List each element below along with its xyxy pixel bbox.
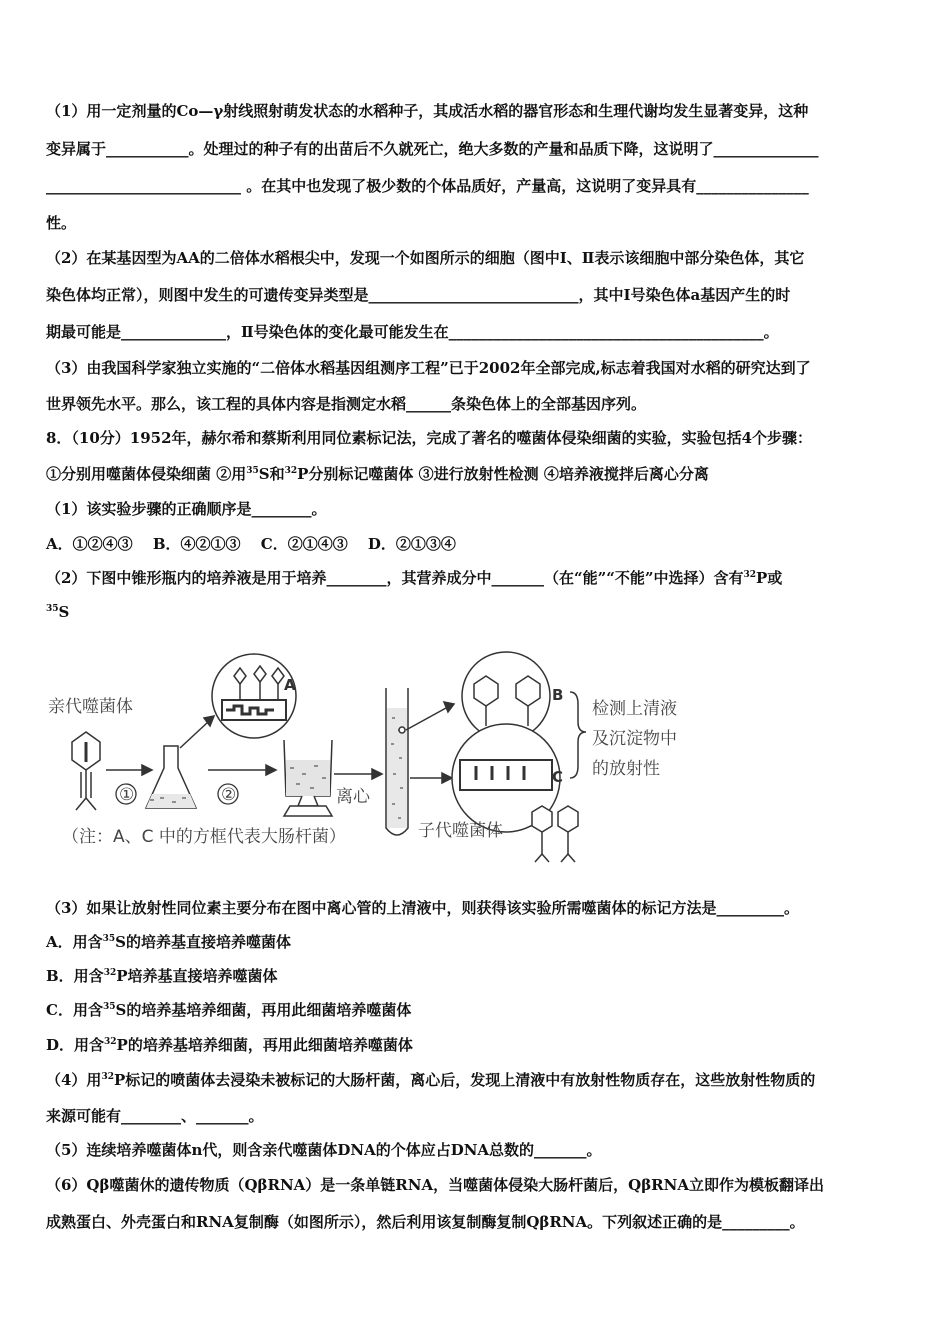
arrow-to-b (406, 702, 454, 730)
q8-sub1-options: A．①②④③ B．④②①③ C．②①④③ D．②①③④ (46, 535, 456, 553)
q7-p3-line2: 世界领先水平。那么，该工程的具体内容是指测定水稻______条染色体上的全部基因序列。 (46, 395, 647, 413)
svg-text:②: ② (221, 785, 237, 805)
label-b: B (552, 686, 564, 704)
isotope-35: 35 (246, 466, 259, 476)
q8-sub4-line2: 来源可能有________、_______。 (46, 1107, 264, 1125)
parent-phage-label: 亲代噬菌体 (48, 697, 133, 717)
q8-sub2 (46, 568, 906, 588)
centrifuge-label: 离心 (336, 787, 370, 807)
q7-p1-line1: （1）用一定剂量的Co—γ射线照射萌发状态的水稻种子，其成活水稻的器官形态和生理代谢均发生显著变异，这种 (46, 102, 809, 120)
step2-icon (218, 784, 238, 805)
opt-d-pre: D．用含 (46, 1036, 105, 1054)
detect-line1: 检测上清液 (592, 699, 677, 719)
opt-b-post: P培养基直接培养噬菌体 (116, 967, 278, 985)
isotope-35: 35 (102, 934, 116, 944)
q7-p2-line3: 期最可能是______________，Ⅱ号染色体的变化最可能发生在__________________________________________。 (46, 323, 779, 341)
circle-a (212, 654, 296, 738)
isotope-32: 32 (101, 1072, 114, 1082)
isotope-35: 35 (46, 604, 59, 614)
q8-sub3: （3）如果让放射性同位素主要分布在图中离心管的上清液中，则获得该实验所需噬菌体的标记方法是_________。 (46, 899, 799, 917)
q8-sub4 (46, 1070, 906, 1090)
q8-sub4-post: P标记的喷菌体去浸染未被标记的大肠杆菌，离心后，发现上清液中有放射性物质存在，这些放射性物质的 (113, 1071, 816, 1089)
opt-d-post: P的培养基培养细菌，再用此细菌培养噬菌体 (116, 1036, 413, 1054)
q8-sub6-line1: （6）Qβ噬菌休的遗传物质（QβRNA）是一条单链RNA，当噬菌体侵染大肠杆菌后，QβRNA立即作为模板翻译出 (46, 1176, 824, 1194)
q8-sub3-option-a (46, 932, 906, 952)
detect-line3: 的放射性 (592, 759, 660, 779)
q7-p1-line3: __________________________ 。在其中也发现了极少数的个体品质好，产量高，这说明了变异具有_______________ (46, 177, 809, 195)
q8-sub2-b: P或 (755, 569, 783, 587)
q7-p3-line1: （3）由我国科学家独立实施的“二倍体水稻基因组测序工程”已于2002年全部完成,标志着我国对水稻的研究达到了 (46, 359, 811, 377)
q7-p1-line4: 性。 (46, 214, 77, 232)
label-a: A (284, 676, 296, 694)
arrow-step1 (106, 765, 152, 775)
q8-steps (46, 464, 906, 484)
isotope-32: 32 (284, 466, 298, 476)
centrifuge-tube-icon (386, 688, 408, 835)
label-c: C (552, 768, 564, 786)
experiment-figure (40, 648, 720, 870)
opt-a-pre: A．用含 (46, 933, 103, 951)
offspring-label: 子代噬菌体 (418, 821, 503, 841)
q8-sub3-option-b (46, 966, 906, 986)
q8-steps-c: P分别标记噬菌体 ③进行放射性检测 ④培养液搅拌后离心分离 (297, 465, 709, 483)
q8-sub4-pre: （4）用 (46, 1071, 102, 1089)
bracket (570, 692, 586, 778)
q8-sub6-line2: 成熟蛋白、外壳蛋白和RNA复制酶（如图所示），然后利用该复制酶复制QβRNA。下列叙述正确的是_________。 (46, 1213, 805, 1231)
q8-sub1: （1）该实验步骤的正确顺序是________。 (46, 500, 327, 518)
isotope-35: 35 (102, 1002, 116, 1012)
q8-sub5: （5）连续培养噬菌体n代，则含亲代噬菌体DNA的个体应占DNA总数的_______。 (46, 1141, 602, 1159)
beaker-icon (284, 740, 332, 816)
q8-sub2-c: S (58, 603, 70, 621)
q8-sub3-option-c (46, 1000, 906, 1020)
svg-text:①: ① (119, 785, 135, 805)
q8-steps-b: S和 (258, 465, 285, 483)
opt-c-pre: C．用含 (46, 1001, 103, 1019)
figure-note: （注：A、C 中的方框代表大肠杆菌） (62, 827, 346, 847)
q8-sub2-a: （2）下图中锥形瓶内的培养液是用于培养________，其营养成分中_______（在“能”“不能”中选择）含有 (46, 569, 744, 587)
arrow-to-c (410, 773, 452, 783)
q7-p2-line1: （2）在某基因型为AA的二倍体水稻根尖中，发现一个如图所示的细胞（图中Ⅰ、Ⅱ表示该细胞中部分染色体，其它 (46, 249, 805, 267)
q7-p1-line2: 变异属于___________。处理过的种子有的出苗后不久就死亡，绝大多数的产量和品质下降，这说明了______________ (46, 140, 819, 158)
opt-b-pre: B．用含 (46, 967, 104, 985)
q7-p2-line2: 染色体均正常），则图中发生的可遗传变异类型是____________________________，其中Ⅰ号染色体a基因产生的时 (46, 286, 791, 304)
isotope-32: 32 (103, 968, 117, 978)
arrow-to-a (180, 716, 214, 748)
step1-icon (116, 784, 136, 805)
offspring-phage-icon (532, 806, 578, 862)
q8-sub3-option-d (46, 1035, 906, 1055)
q8-header: 8．（10分）1952年，赫尔希和蔡斯利用同位素标记法，完成了著名的噬菌体侵染细菌的实验，实验包括4个步骤： (46, 429, 813, 447)
opt-a-post: S的培养基直接培养噬菌体 (115, 933, 292, 951)
parent-phage-icon (72, 732, 100, 810)
opt-c-post: S的培养基培养细菌，再用此细菌培养噬菌体 (115, 1001, 412, 1019)
isotope-32: 32 (743, 570, 756, 580)
q8-sub2-cont (46, 602, 906, 622)
isotope-32: 32 (104, 1037, 117, 1047)
arrow-centrifuge (334, 769, 382, 779)
conical-flask-icon (146, 746, 196, 808)
detect-line2: 及沉淀物中 (592, 729, 677, 749)
arrow-step2 (208, 765, 276, 775)
q8-steps-a: ①分别用噬菌体侵染细菌 ②用 (46, 465, 247, 483)
